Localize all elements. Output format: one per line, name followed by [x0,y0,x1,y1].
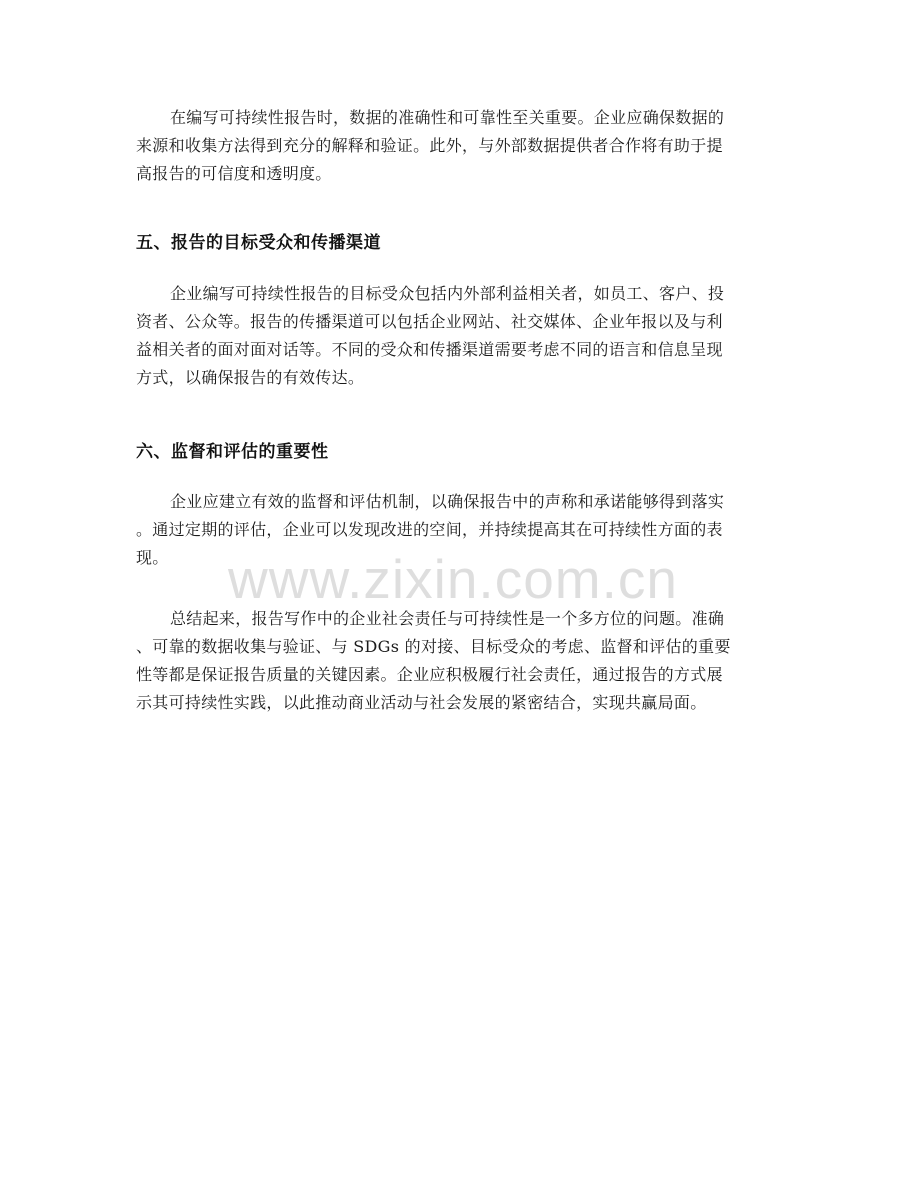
paragraph-line: 现。 [136,548,169,567]
paragraph-line: 资者、公众等。报告的传播渠道可以包括企业网站、社交媒体、企业年报以及与利 [136,312,723,331]
paragraph-line: 、可靠的数据收集与验证、与 SDGs 的对接、目标受众的考虑、监督和评估的重要 [136,637,731,656]
paragraph-line: 在编写可持续性报告时，数据的准确性和可靠性至关重要。企业应确保数据的 [170,108,725,127]
paragraph-line: 性等都是保证报告质量的关键因素。企业应积极履行社会责任，通过报告的方式展 [136,665,723,684]
paragraph-line: 来源和收集方法得到充分的解释和验证。此外，与外部数据提供者合作将有助于提 [136,136,723,155]
watermark: www.zixin.com.cn [228,548,678,610]
paragraph-line: 总结起来，报告写作中的企业社会责任与可持续性是一个多方位的问题。准确 [170,609,725,628]
paragraph-line: 方式，以确保报告的有效传达。 [136,368,365,387]
section-heading-oversight: 六、监督和评估的重要性 [136,442,329,462]
paragraph-line: 企业应建立有效的监督和评估机制，以确保报告中的声称和承诺能够得到落实 [170,492,725,511]
paragraph-line: 高报告的可信度和透明度。 [136,164,332,183]
paragraph-line: 益相关者的面对面对话等。不同的受众和传播渠道需要考虑不同的语言和信息呈现 [136,340,723,359]
paragraph-data-accuracy [136,104,784,188]
paragraph-line: 。通过定期的评估，企业可以发现改进的空间，并持续提高其在可持续性方面的表 [136,520,723,539]
paragraph-conclusion [136,605,784,717]
paragraph-line: 示其可持续性实践，以此推动商业活动与社会发展的紧密结合，实现共赢局面。 [136,693,707,712]
paragraph-line: 企业编写可持续性报告的目标受众包括内外部利益相关者，如员工、客户、投 [170,284,725,303]
section-heading-audience: 五、报告的目标受众和传播渠道 [136,233,381,253]
paragraph-audience [136,280,784,392]
